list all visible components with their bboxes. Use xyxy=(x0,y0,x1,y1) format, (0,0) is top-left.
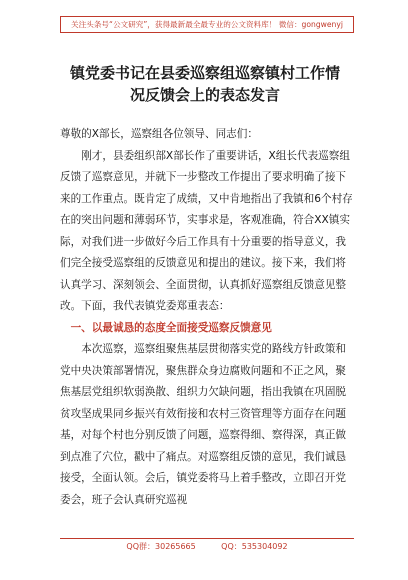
document-title xyxy=(58,62,352,106)
paragraph-opening: 刚才，县委组织部X部长作了重要讲话，X组长代表巡察组反馈了巡察意见，并就下一步整改工作提出了要求明确了接下来的工作重点。既肯定了成绩，又中肯地指出了我镇和6个村存在的突出问题和薄弱环节，实事求是，客观准确，符合XX镇实际，对我们进一步做好今后工作具有十分重要的指导意义，我们完全接受巡察组的反馈意见和提出的建议。接下来，我们将认真学习、深刻领会、全面贯彻，认真抓好巡察组反馈意见整改。下面，我代表镇党委郑重表态： xyxy=(60,149,353,312)
footer-contact: QQ群：30265665 QQ：535304092 xyxy=(126,542,288,551)
title-line-2: 况反馈会上的表态发言 xyxy=(129,86,280,104)
paragraph-section-1: 本次巡察，巡察组聚焦基层贯彻落实党的路线方针政策和党中央决策部署情况，聚焦群众身边腐败问题和不正之风，聚焦基层党组织软弱涣散、组织力欠缺问题，指出我镇在巩固脱贫攻坚成果同乡振兴有效衔接和农村三资管理等方面存在问题基，对每个村也分别反馈了问题，巡察得细、察得深，真正做到点准了穴位，戳中了痛点。对巡察组反馈的意见，我们诚恳接受，全面认领。会后，镇党委将马上着手整改，立即召开党委会，班子会认真研究巡视 xyxy=(60,343,347,506)
header-banner: 关注头条号“公文研究”，获得最新最全最专业的公文资料库！ 微信：gongwenyj xyxy=(60,16,354,33)
salutation: 尊敬的X部长，巡察组各位领导、同志们： xyxy=(60,128,258,140)
footer-divider xyxy=(60,538,354,539)
section-heading-1: 一、以最诚恳的态度全面接受巡察反馈意见 xyxy=(70,321,272,334)
document-body xyxy=(60,124,356,511)
title-line-1: 镇党委书记在县委巡察组巡察镇村工作情 xyxy=(69,64,340,82)
